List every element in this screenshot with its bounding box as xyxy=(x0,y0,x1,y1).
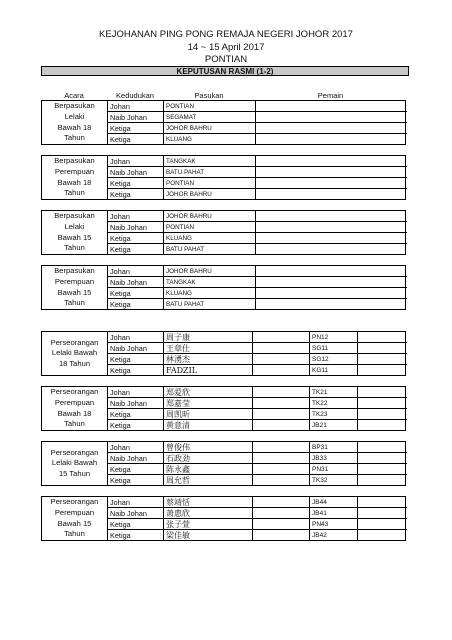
position-cell: Naib Johan xyxy=(108,343,164,353)
table-row xyxy=(108,365,407,376)
position-cell: Ketiga xyxy=(108,244,164,255)
position-cell: Ketiga xyxy=(108,354,164,364)
player-name-cell: 曾俊伟 xyxy=(164,442,253,452)
event-category xyxy=(42,387,108,430)
event-category xyxy=(42,266,108,309)
team-cell: SEGAMAT xyxy=(164,112,256,122)
event-category-label: Berpasukan Perempuan Bawah 15 Tahun xyxy=(54,266,95,308)
table-row xyxy=(108,530,407,541)
table-row xyxy=(108,442,407,453)
position-cell: Ketiga xyxy=(108,365,164,376)
position-cell: Naib Johan xyxy=(108,453,164,463)
player-code-cell: JB33 xyxy=(310,453,358,463)
event-category xyxy=(42,156,108,199)
empty-cell xyxy=(253,475,310,486)
empty-cell xyxy=(253,519,310,529)
team-event-table xyxy=(41,100,406,145)
empty-cell xyxy=(253,420,310,431)
event-category-label: Perseorangan Perempuan Bawah 18 Tahun xyxy=(50,387,99,429)
player-name-cell: FADZIL xyxy=(164,365,253,376)
event-category xyxy=(42,497,108,540)
player-cell xyxy=(256,233,407,243)
position-cell: Ketiga xyxy=(108,233,164,243)
empty-cell xyxy=(253,409,310,419)
player-cell xyxy=(256,112,407,122)
position-cell: Naib Johan xyxy=(108,222,164,232)
player-code-cell: TK23 xyxy=(310,409,358,419)
table-row xyxy=(108,233,407,244)
event-category-label: Berpasukan Lelaki Bawah 18 Tahun xyxy=(54,101,95,143)
player-name-cell: 梁佳敏 xyxy=(164,530,253,541)
empty-cell xyxy=(358,464,407,474)
empty-cell xyxy=(253,354,310,364)
table-row xyxy=(108,398,407,409)
empty-cell xyxy=(358,409,407,419)
position-cell: Johan xyxy=(108,497,164,507)
table-row xyxy=(108,167,407,178)
table-row xyxy=(108,123,407,134)
document-title: KEJOHANAN PING PONG REMAJA NEGERI JOHOR 2017 xyxy=(99,29,353,40)
player-code-cell: JB44 xyxy=(310,497,358,507)
empty-cell xyxy=(253,442,310,452)
column-header-kedudukan: Kedudukan xyxy=(107,91,163,101)
position-cell: Naib Johan xyxy=(108,277,164,287)
team-cell: BATU PAHAT xyxy=(164,244,256,255)
individual-event-table xyxy=(41,496,406,541)
table-row xyxy=(108,409,407,420)
empty-cell xyxy=(253,497,310,507)
empty-cell xyxy=(358,530,407,541)
empty-cell xyxy=(253,508,310,518)
position-cell: Johan xyxy=(108,266,164,276)
player-code-cell: KG11 xyxy=(310,365,358,376)
player-name-cell: 周凯昕 xyxy=(164,409,253,419)
table-row xyxy=(108,464,407,475)
position-cell: Johan xyxy=(108,211,164,221)
player-cell xyxy=(256,299,407,310)
player-name-cell: 周子康 xyxy=(164,332,253,342)
empty-cell xyxy=(358,519,407,529)
player-name-cell: 石政劲 xyxy=(164,453,253,463)
team-cell: TANGKAK xyxy=(164,277,256,287)
empty-cell xyxy=(358,387,407,397)
table-row xyxy=(108,475,407,486)
position-cell: Johan xyxy=(108,442,164,452)
player-cell xyxy=(256,211,407,221)
table-row xyxy=(108,497,407,508)
empty-cell xyxy=(253,387,310,397)
team-cell: PONTIAN xyxy=(164,178,256,188)
player-cell xyxy=(256,189,407,200)
empty-cell xyxy=(358,508,407,518)
position-cell: Ketiga xyxy=(108,288,164,298)
table-row xyxy=(108,101,407,112)
event-category xyxy=(42,332,108,375)
position-cell: Johan xyxy=(108,332,164,342)
empty-cell xyxy=(358,442,407,452)
table-row xyxy=(108,178,407,189)
player-code-cell: PN31 xyxy=(310,464,358,474)
table-row xyxy=(108,112,407,123)
position-cell: Ketiga xyxy=(108,519,164,529)
player-name-cell: 蔡靖恬 xyxy=(164,497,253,507)
table-row xyxy=(108,277,407,288)
position-cell: Ketiga xyxy=(108,134,164,145)
position-cell: Ketiga xyxy=(108,299,164,310)
player-name-cell: 王章仕 xyxy=(164,343,253,353)
empty-cell xyxy=(358,354,407,364)
player-cell xyxy=(256,244,407,255)
position-cell: Naib Johan xyxy=(108,112,164,122)
table-row xyxy=(108,519,407,530)
table-row xyxy=(108,244,407,255)
player-cell xyxy=(256,123,407,133)
player-code-cell: PN12 xyxy=(310,332,358,342)
player-name-cell: 林湧杰 xyxy=(164,354,253,364)
team-cell: KLUANG xyxy=(164,233,256,243)
event-category-label: Berpasukan Lelaki Bawah 15 Tahun xyxy=(54,211,95,253)
player-name-cell: 陈永鑫 xyxy=(164,464,253,474)
position-cell: Ketiga xyxy=(108,530,164,541)
table-row xyxy=(108,354,407,365)
team-cell: KLUANG xyxy=(164,134,256,145)
individual-event-table xyxy=(41,441,406,486)
position-cell: Ketiga xyxy=(108,409,164,419)
player-code-cell: SG12 xyxy=(310,354,358,364)
team-cell: BATU PAHAT xyxy=(164,167,256,177)
table-row xyxy=(108,266,407,277)
player-code-cell: BP31 xyxy=(310,442,358,452)
team-cell: KLUANG xyxy=(164,288,256,298)
empty-cell xyxy=(358,420,407,431)
column-header-pemain: Pemain xyxy=(255,91,406,101)
player-cell xyxy=(256,266,407,276)
team-cell: JOHOR BAHRU xyxy=(164,123,256,133)
player-code-cell: TK22 xyxy=(310,398,358,408)
empty-cell xyxy=(358,343,407,353)
event-category xyxy=(42,211,108,254)
player-cell xyxy=(256,101,407,111)
team-cell: BATU PAHAT xyxy=(164,299,256,310)
team-event-table xyxy=(41,210,406,255)
player-code-cell: JB42 xyxy=(310,530,358,541)
player-cell xyxy=(256,134,407,145)
player-name-cell: 黄意清 xyxy=(164,420,253,431)
table-row xyxy=(108,222,407,233)
team-cell: JOHOR BAHRU xyxy=(164,266,256,276)
table-row xyxy=(108,189,407,200)
event-category xyxy=(42,442,108,485)
player-code-cell: JB21 xyxy=(310,420,358,431)
team-cell: PONTIAN xyxy=(164,101,256,111)
player-cell xyxy=(256,277,407,287)
table-row xyxy=(108,134,407,145)
table-row xyxy=(108,299,407,310)
table-row xyxy=(108,211,407,222)
individual-event-table xyxy=(41,331,406,376)
position-cell: Ketiga xyxy=(108,475,164,486)
empty-cell xyxy=(253,453,310,463)
empty-cell xyxy=(358,332,407,342)
position-cell: Johan xyxy=(108,101,164,111)
position-cell: Ketiga xyxy=(108,178,164,188)
position-cell: Johan xyxy=(108,156,164,166)
team-cell: JOHOR BAHRU xyxy=(164,211,256,221)
player-code-cell: PN43 xyxy=(310,519,358,529)
team-cell: PONTIAN xyxy=(164,222,256,232)
position-cell: Naib Johan xyxy=(108,167,164,177)
team-cell: TANGKAK xyxy=(164,156,256,166)
player-code-cell: SG11 xyxy=(310,343,358,353)
empty-cell xyxy=(253,398,310,408)
player-name-cell: 周允哲 xyxy=(164,475,253,486)
position-cell: Ketiga xyxy=(108,189,164,200)
team-cell: JOHOR BAHRU xyxy=(164,189,256,200)
table-row xyxy=(108,453,407,464)
player-code-cell: JB41 xyxy=(310,508,358,518)
event-category-label: Perseorangan Lelaki Bawah 15 Tahun xyxy=(50,447,99,478)
team-event-table xyxy=(41,155,406,200)
event-category-label: Berpasukan Perempuan Bawah 18 Tahun xyxy=(54,156,95,198)
player-code-cell: TK21 xyxy=(310,387,358,397)
empty-cell xyxy=(358,475,407,486)
column-header-pasukan: Pasukan xyxy=(163,91,255,101)
empty-cell xyxy=(358,398,407,408)
position-cell: Naib Johan xyxy=(108,508,164,518)
empty-cell xyxy=(253,464,310,474)
event-venue: PONTIAN xyxy=(204,54,248,65)
player-name-cell: 郑嘉莹 xyxy=(164,398,253,408)
position-cell: Ketiga xyxy=(108,420,164,431)
event-category xyxy=(42,101,108,144)
empty-cell xyxy=(253,530,310,541)
column-header-acara: Acara xyxy=(41,91,107,101)
table-row xyxy=(108,420,407,431)
player-cell xyxy=(256,178,407,188)
player-cell xyxy=(256,288,407,298)
player-cell xyxy=(256,222,407,232)
empty-cell xyxy=(358,453,407,463)
results-banner: KEPUTUSAN RASMI (1-2) xyxy=(41,66,409,76)
event-category-label: Perseorangan Perempuan Bawah 15 Tahun xyxy=(50,497,99,539)
team-event-table xyxy=(41,265,406,310)
player-name-cell: 萧惠欣 xyxy=(164,508,253,518)
event-dates: 14 ~ 15 April 2017 xyxy=(187,42,265,53)
event-category-label: Perseorangan Lelaki Bawah 18 Tahun xyxy=(50,337,99,368)
empty-cell xyxy=(253,365,310,376)
empty-cell xyxy=(253,332,310,342)
table-row xyxy=(108,156,407,167)
table-row xyxy=(108,508,407,519)
position-cell: Ketiga xyxy=(108,123,164,133)
position-cell: Ketiga xyxy=(108,464,164,474)
empty-cell xyxy=(358,365,407,376)
position-cell: Johan xyxy=(108,387,164,397)
empty-cell xyxy=(358,497,407,507)
player-name-cell: 郑爱欣 xyxy=(164,387,253,397)
player-cell xyxy=(256,156,407,166)
table-row xyxy=(108,288,407,299)
table-row xyxy=(108,332,407,343)
empty-cell xyxy=(253,343,310,353)
individual-event-table xyxy=(41,386,406,431)
player-cell xyxy=(256,167,407,177)
position-cell: Naib Johan xyxy=(108,398,164,408)
table-row xyxy=(108,387,407,398)
table-row xyxy=(108,343,407,354)
player-code-cell: TK32 xyxy=(310,475,358,486)
player-name-cell: 张子萱 xyxy=(164,519,253,529)
